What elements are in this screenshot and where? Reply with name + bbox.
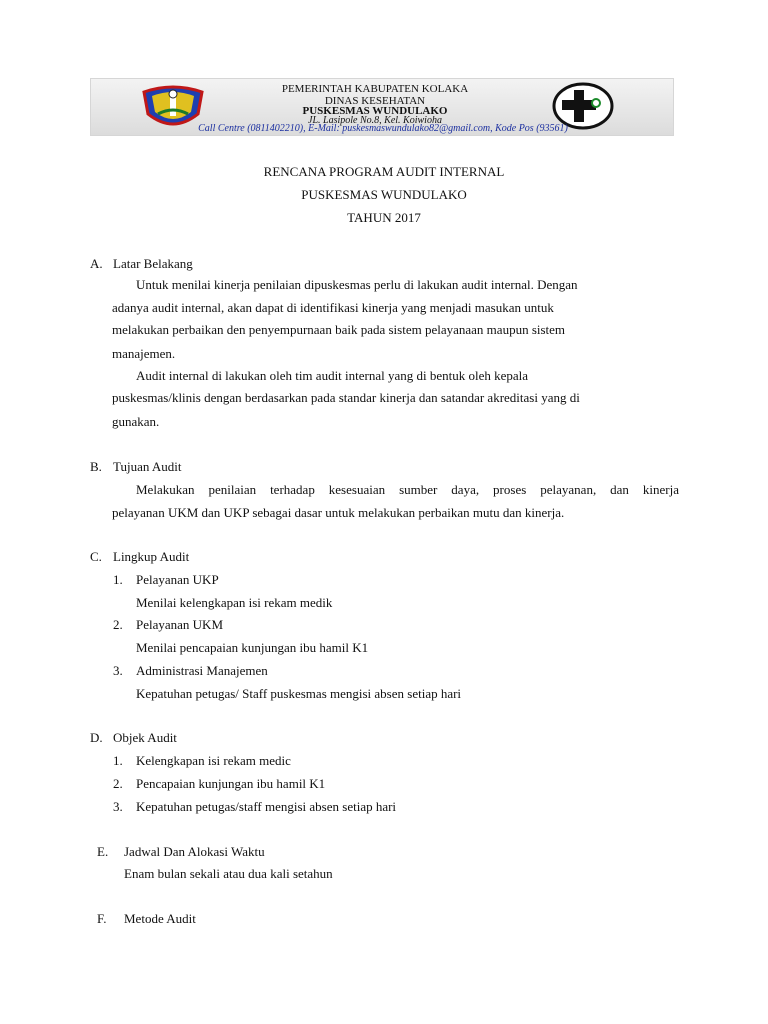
- section-a-paragraph-line: melakukan perbaikan den penyempurnaan baik pada sistem pelayanaan maupun sistem: [112, 322, 566, 337]
- section-a-paragraph-line: puskesmas/klinis dengan berdasarkan pada standar kinerja dan satandar akreditasi yang di: [112, 390, 580, 405]
- object-item-number: 2.: [113, 776, 123, 791]
- scope-item-title: Administrasi Manajemen: [136, 663, 268, 678]
- scope-item-number: 1.: [113, 572, 123, 587]
- object-item-number: 1.: [113, 753, 123, 768]
- object-item-number: 3.: [113, 799, 123, 814]
- section-a-paragraph-line: Untuk menilai kinerja penilaian dipuskesmas perlu di lakukan audit internal. Dengan: [136, 277, 578, 292]
- section-b-paragraph-line: pelayanan UKM dan UKP sebagai dasar untuk melakukan perbaikan mutu dan kinerja.: [112, 505, 565, 520]
- section-e-marker: E.: [97, 844, 109, 859]
- letterhead-address-line: JL. Lasipole No.8, Kel. Koiwioha: [308, 115, 442, 126]
- document-subtitle: PUSKESMAS WUNDULAKO: [301, 187, 467, 202]
- section-d-marker: D.: [90, 730, 103, 745]
- object-item-text: Kepatuhan petugas/staff mengisi absen setiap hari: [136, 799, 397, 814]
- section-b-marker: B.: [90, 459, 102, 474]
- document-year: TAHUN 2017: [347, 210, 421, 225]
- section-d-heading: Objek Audit: [113, 730, 177, 745]
- section-a-paragraph-line: Audit internal di lakukan oleh tim audit internal yang di bentuk oleh kepala: [136, 368, 529, 383]
- document-title: RENCANA PROGRAM AUDIT INTERNAL: [263, 164, 505, 179]
- section-e-text: Enam bulan sekali atau dua kali setahun: [124, 866, 333, 881]
- section-a-paragraph-line: gunakan.: [112, 414, 160, 429]
- scope-item-description: Kepatuhan petugas/ Staff puskesmas mengisi absen setiap hari: [136, 686, 462, 701]
- section-c-heading: Lingkup Audit: [113, 549, 190, 564]
- letterhead-government-line: PEMERINTAH KABUPATEN KOLAKA: [281, 83, 469, 95]
- section-a-marker: A.: [90, 256, 103, 271]
- scope-item-title: Pelayanan UKM: [136, 617, 224, 632]
- scope-item-description: Menilai kelengkapan isi rekam medik: [136, 595, 333, 610]
- section-b-heading: Tujuan Audit: [113, 459, 182, 474]
- section-a-heading: Latar Belakang: [113, 256, 193, 271]
- object-item-text: Kelengkapan isi rekam medic: [136, 753, 291, 768]
- section-a-paragraph-line: manajemen.: [112, 346, 176, 361]
- section-a-paragraph-line: adanya audit internal, akan dapat di identifikasi kinerja yang menjadi masukan untuk: [112, 300, 554, 315]
- scope-item-title: Pelayanan UKP: [136, 572, 219, 587]
- section-b-paragraph-line: Melakukan penilaian terhadap kesesuaian sumber daya, proses pelayanan, dan kinerja: [136, 482, 679, 497]
- letterhead-department-line: DINAS KESEHATAN: [324, 95, 426, 107]
- letterhead-contact-line: Call Centre (0811402210), E-Mail: puskesmaswundulako82@gmail.com, Kode Pos (93561): [198, 123, 568, 134]
- section-e-heading: Jadwal Dan Alokasi Waktu: [124, 844, 265, 859]
- section-c-marker: C.: [90, 549, 102, 564]
- scope-item-number: 2.: [113, 617, 123, 632]
- scope-item-number: 3.: [113, 663, 123, 678]
- section-f-heading: Metode Audit: [124, 911, 196, 926]
- letterhead-institution-line: PUSKESMAS WUNDULAKO: [302, 105, 448, 117]
- section-f-marker: F.: [97, 911, 107, 926]
- object-item-text: Pencapaian kunjungan ibu hamil K1: [136, 776, 326, 791]
- scope-item-description: Menilai pencapaian kunjungan ibu hamil K1: [136, 640, 369, 655]
